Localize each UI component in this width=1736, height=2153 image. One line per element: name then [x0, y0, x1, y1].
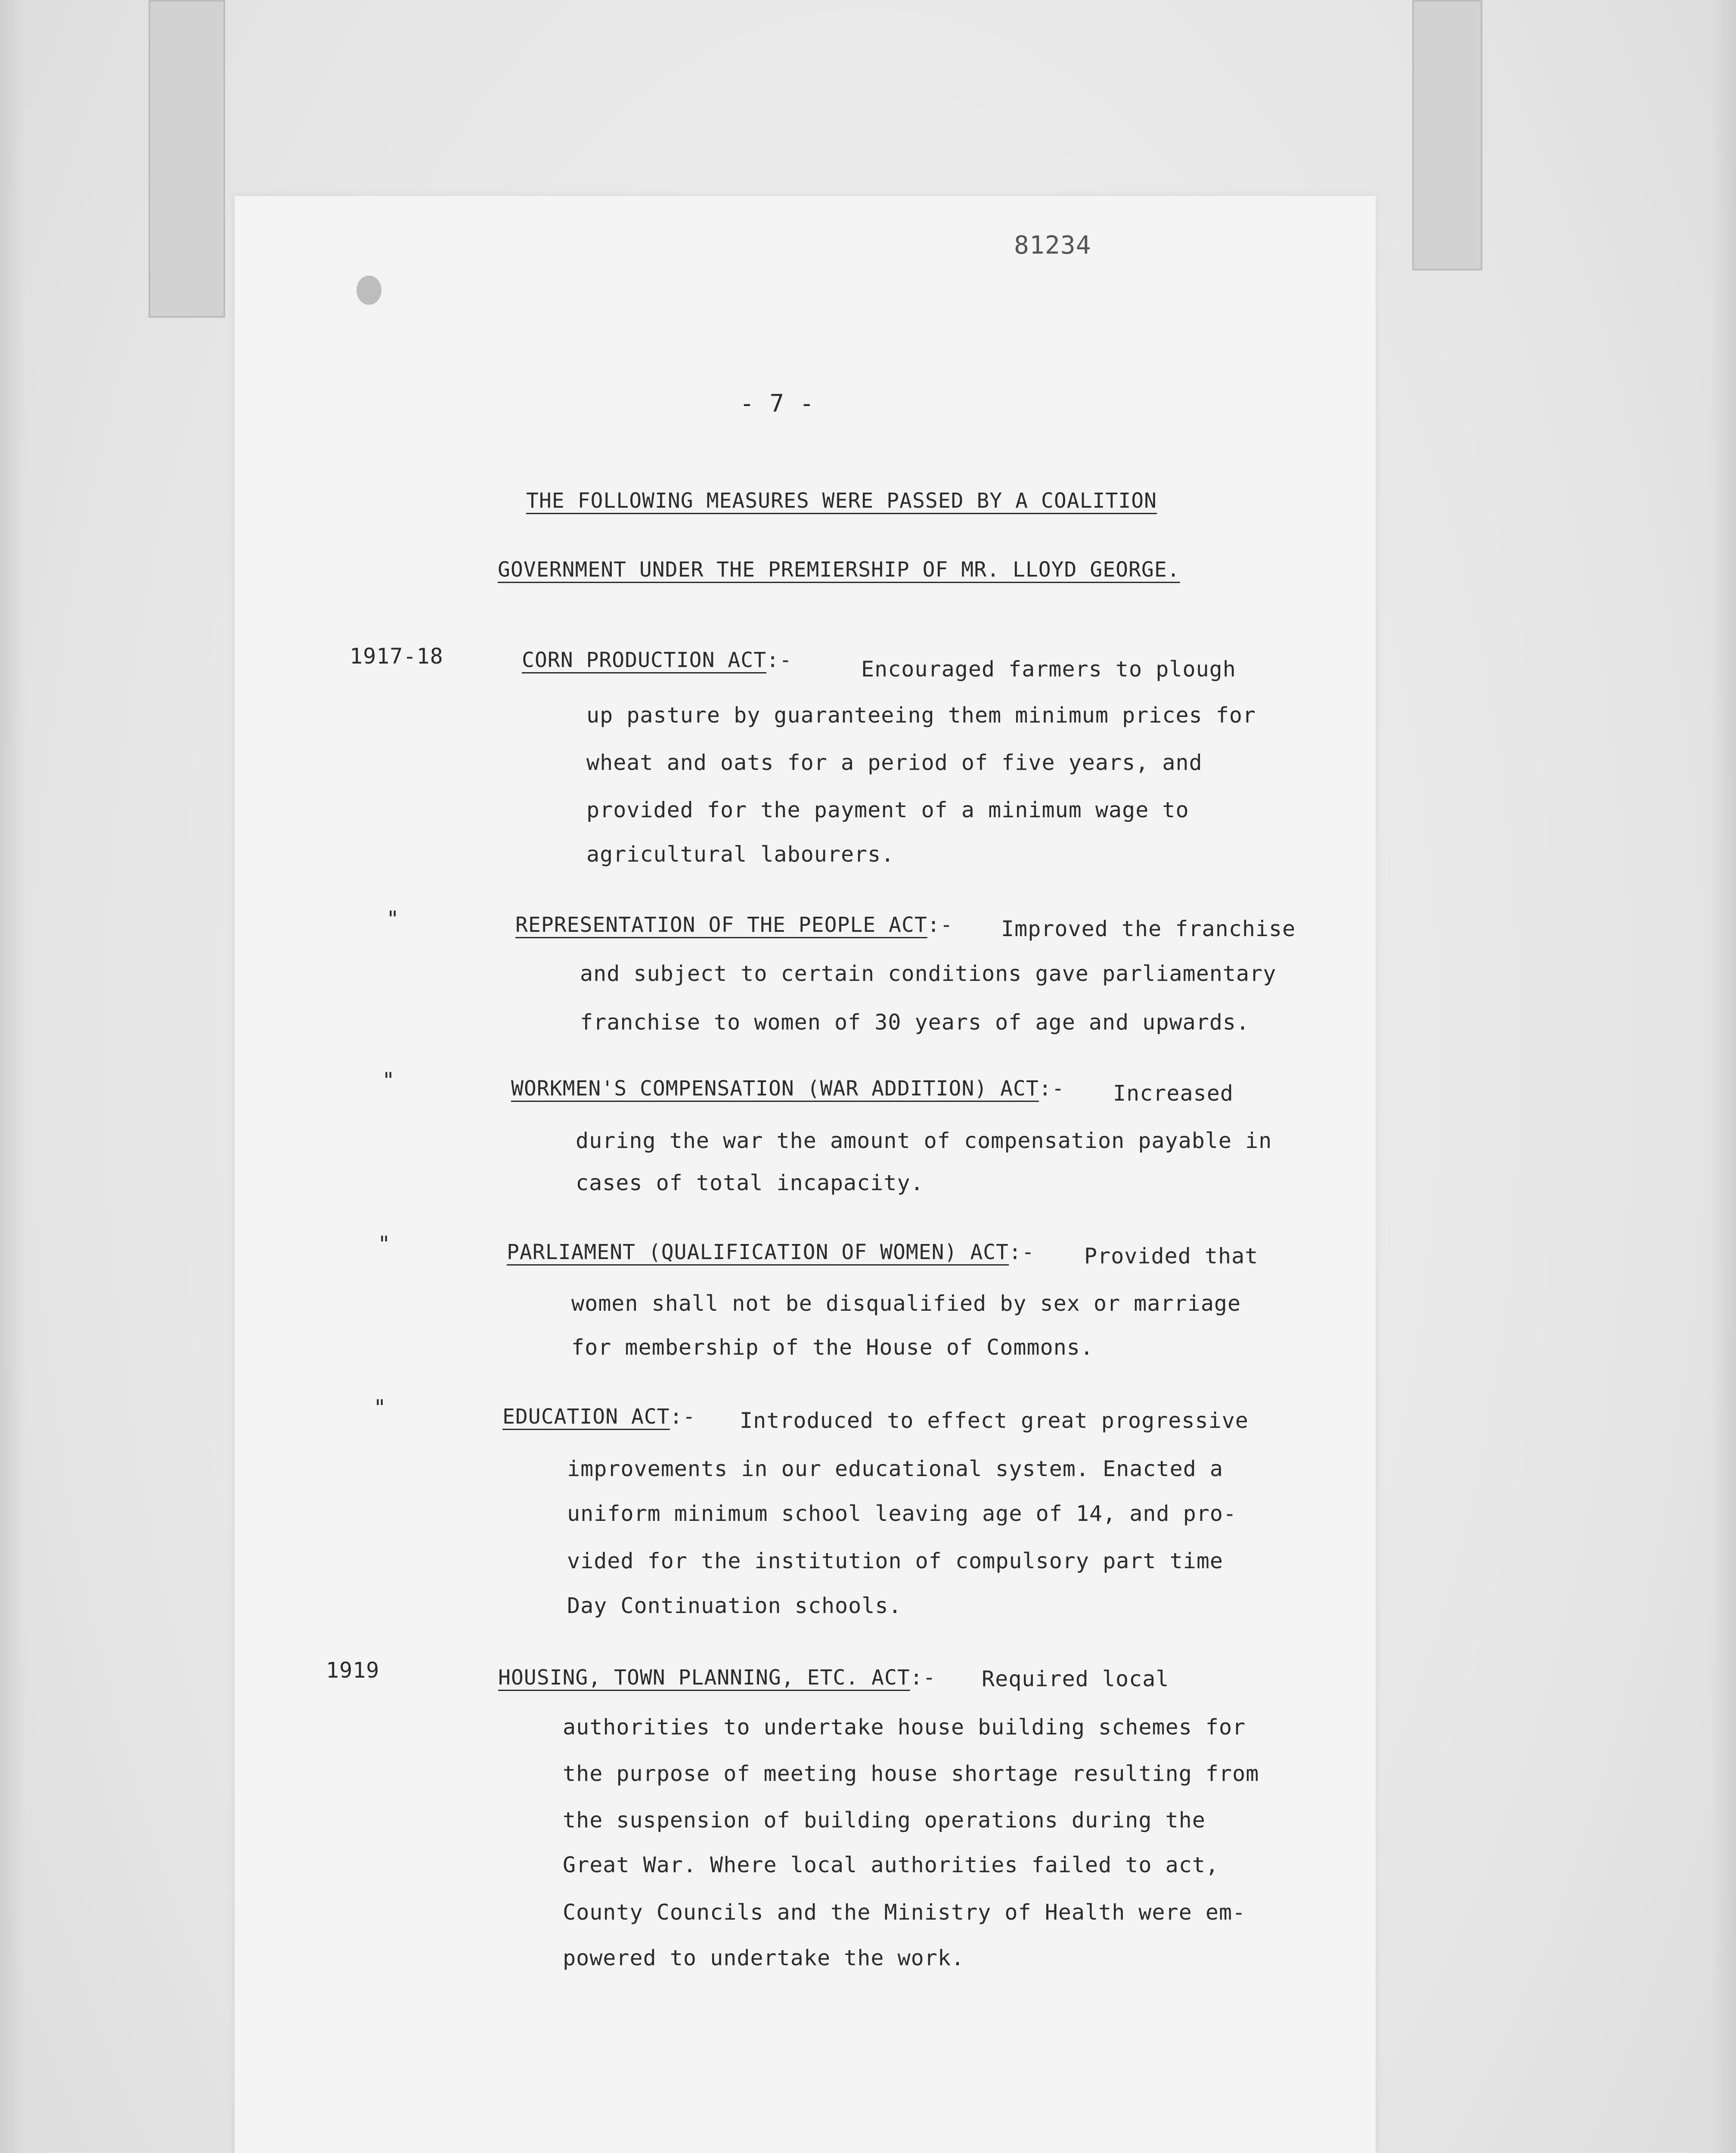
entry-line: Day Continuation schools. [567, 1593, 902, 1618]
entry-line: Required local [982, 1666, 1169, 1691]
page-number: - 7 - [740, 390, 815, 418]
entry-line: vided for the institution of compulsory part time [567, 1548, 1224, 1573]
heading-line-2: GOVERNMENT UNDER THE PREMIERSHIP OF MR. LLOYD GEORGE. [498, 558, 1180, 582]
entry-line: for membership of the House of Commons. [571, 1335, 1094, 1360]
entry-date: " [378, 1232, 391, 1256]
entry-date: " [373, 1395, 387, 1420]
entry-line: uniform minimum school leaving age of 14, and pro- [567, 1501, 1237, 1526]
punch-hole [356, 276, 381, 305]
entry-line: powered to undertake the work. [563, 1945, 965, 1970]
entry-date: 1917-18 [350, 644, 443, 669]
act-title: WORKMEN'S COMPENSATION (WAR ADDITION) ACT:- [511, 1076, 1065, 1101]
entry-date: 1919 [326, 1658, 380, 1683]
entry-line: franchise to women of 30 years of age and upwards. [580, 1010, 1250, 1035]
act-title: PARLIAMENT (QUALIFICATION OF WOMEN) ACT:- [507, 1240, 1035, 1264]
entry-line: Encouraged farmers to plough [861, 657, 1236, 682]
entry-line: up pasture by guaranteeing them minimum prices for [586, 703, 1256, 728]
entry-line: Improved the franchise [1001, 916, 1296, 941]
document-number: 81234 [1014, 230, 1091, 260]
entry-line: improvements in our educational system. Enacted a [567, 1456, 1224, 1481]
entry-date: " [386, 906, 400, 931]
entry-line: women shall not be disqualified by sex or marriage [571, 1291, 1241, 1316]
entry-line: Provided that [1084, 1244, 1259, 1269]
act-title: HOUSING, TOWN PLANNING, ETC. ACT:- [498, 1666, 936, 1690]
act-title: REPRESENTATION OF THE PEOPLE ACT:- [515, 913, 953, 937]
entry-date: " [382, 1068, 396, 1093]
act-title: CORN PRODUCTION ACT:- [522, 648, 792, 672]
entry-line: and subject to certain conditions gave parliamentary [580, 961, 1277, 986]
entry-line: Great War. Where local authorities failed to act, [563, 1852, 1219, 1877]
film-edge-left [0, 0, 26, 2153]
entry-line: Increased [1113, 1081, 1234, 1106]
act-title: EDUCATION ACT:- [502, 1405, 696, 1429]
entry-line: the purpose of meeting house shortage resulting from [563, 1761, 1259, 1786]
film-edge-right [1710, 0, 1736, 2153]
entry-line: provided for the payment of a minimum wage to [586, 797, 1189, 822]
entry-line: cases of total incapacity. [576, 1170, 924, 1195]
heading-line-1: THE FOLLOWING MEASURES WERE PASSED BY A COALITION [526, 489, 1157, 513]
tape-strip-top-left [149, 0, 225, 318]
entry-line: County Councils and the Ministry of Health were em- [563, 1900, 1246, 1925]
entry-line: Introduced to effect great progressive [740, 1408, 1249, 1433]
entry-line: wheat and oats for a period of five years, and [586, 750, 1203, 775]
entry-line: authorities to undertake house building schemes for [563, 1715, 1246, 1740]
entry-line: agricultural labourers. [586, 842, 895, 867]
entry-line: during the war the amount of compensation payable in [576, 1128, 1272, 1153]
entry-line: the suspension of building operations during the [563, 1808, 1206, 1833]
tape-strip-top-right [1412, 0, 1482, 270]
